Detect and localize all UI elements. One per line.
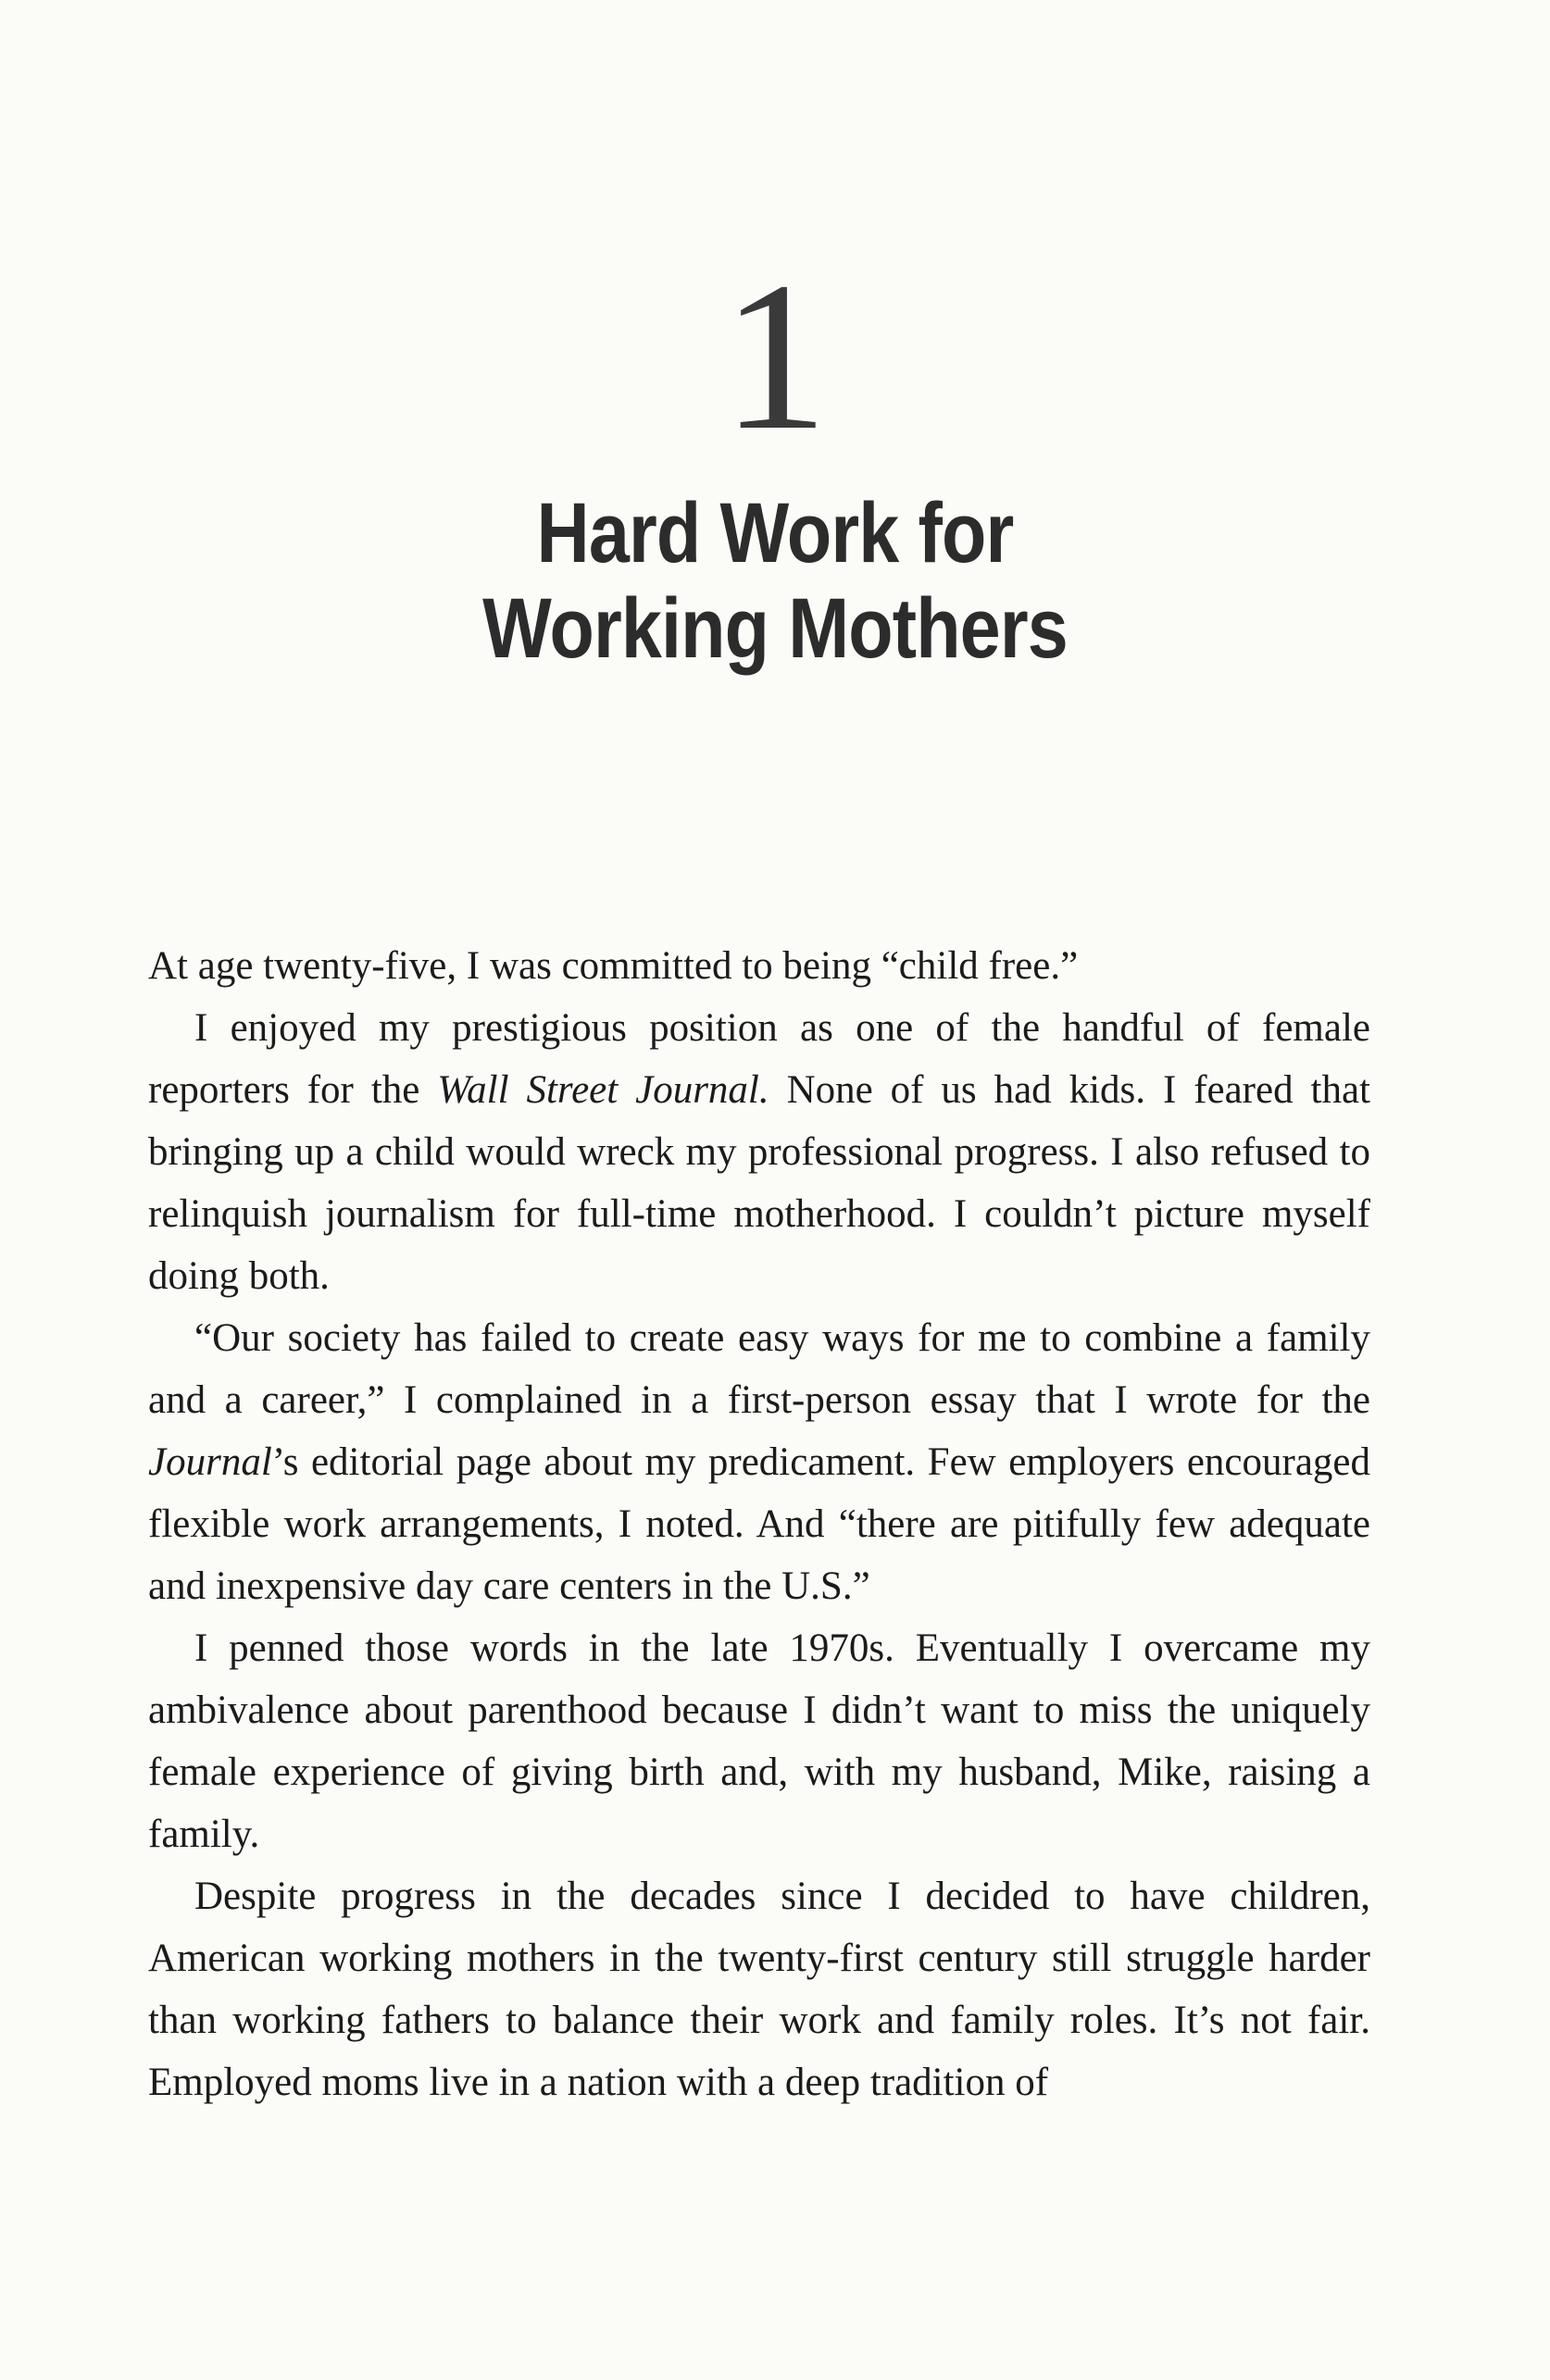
paragraph-4: I penned those words in the late 1970s. Eventually I overcame my ambivalence about parenthood because I didn’t want to miss the uniquely female experience of giving birth and, with my husband, Mike, raising a family. <box>148 1626 1370 1856</box>
chapter-title-line-2: Working Mothers <box>482 581 1068 677</box>
chapter-title-line-1: Hard Work for <box>536 486 1014 580</box>
paragraph-1: At age twenty-five, I was committed to being “child free.” <box>148 944 1079 988</box>
chapter-number: 1 <box>721 238 829 474</box>
chapter-title <box>108 486 1442 677</box>
paragraph-2-text-a: I enjoyed my prestigious position as one of the handful of female reporters for the <box>148 1006 1370 1112</box>
chapter-body <box>148 935 1370 2113</box>
paragraph-2-text-b: None of us had kids. I feared that bringing up a child would wreck my professional progress. I also refused to relinquish journalism for full-time motherhood. I couldn’t picture myself doing both. <box>148 1068 1371 1298</box>
paragraph-5: Despite progress in the decades since I decided to have children, American working mothers in the twenty-first century still struggle harder than working fathers to balance their work and family roles. It’s not fair. Employed moms live in a nation with a deep tradition of <box>148 1875 1370 2104</box>
paragraph-2-italic: Wall Street Journal. <box>437 1068 769 1112</box>
paragraph-3-text-a: “Our society has failed to create easy ways for me to combine a family and a career,” I complained in a first-person essay that I wrote for the <box>148 1316 1370 1422</box>
paragraph-3 <box>148 1307 1370 1617</box>
paragraph-2 <box>148 997 1370 1307</box>
paragraph-3-text-b: ’s editorial page about my predicament. Few employers encouraged flexible work arrangements, I noted. And “there are pitifully few adequate and inexpensive day care centers in the U.S.” <box>148 1440 1370 1608</box>
paragraph-3-italic: Journal <box>148 1440 272 1484</box>
